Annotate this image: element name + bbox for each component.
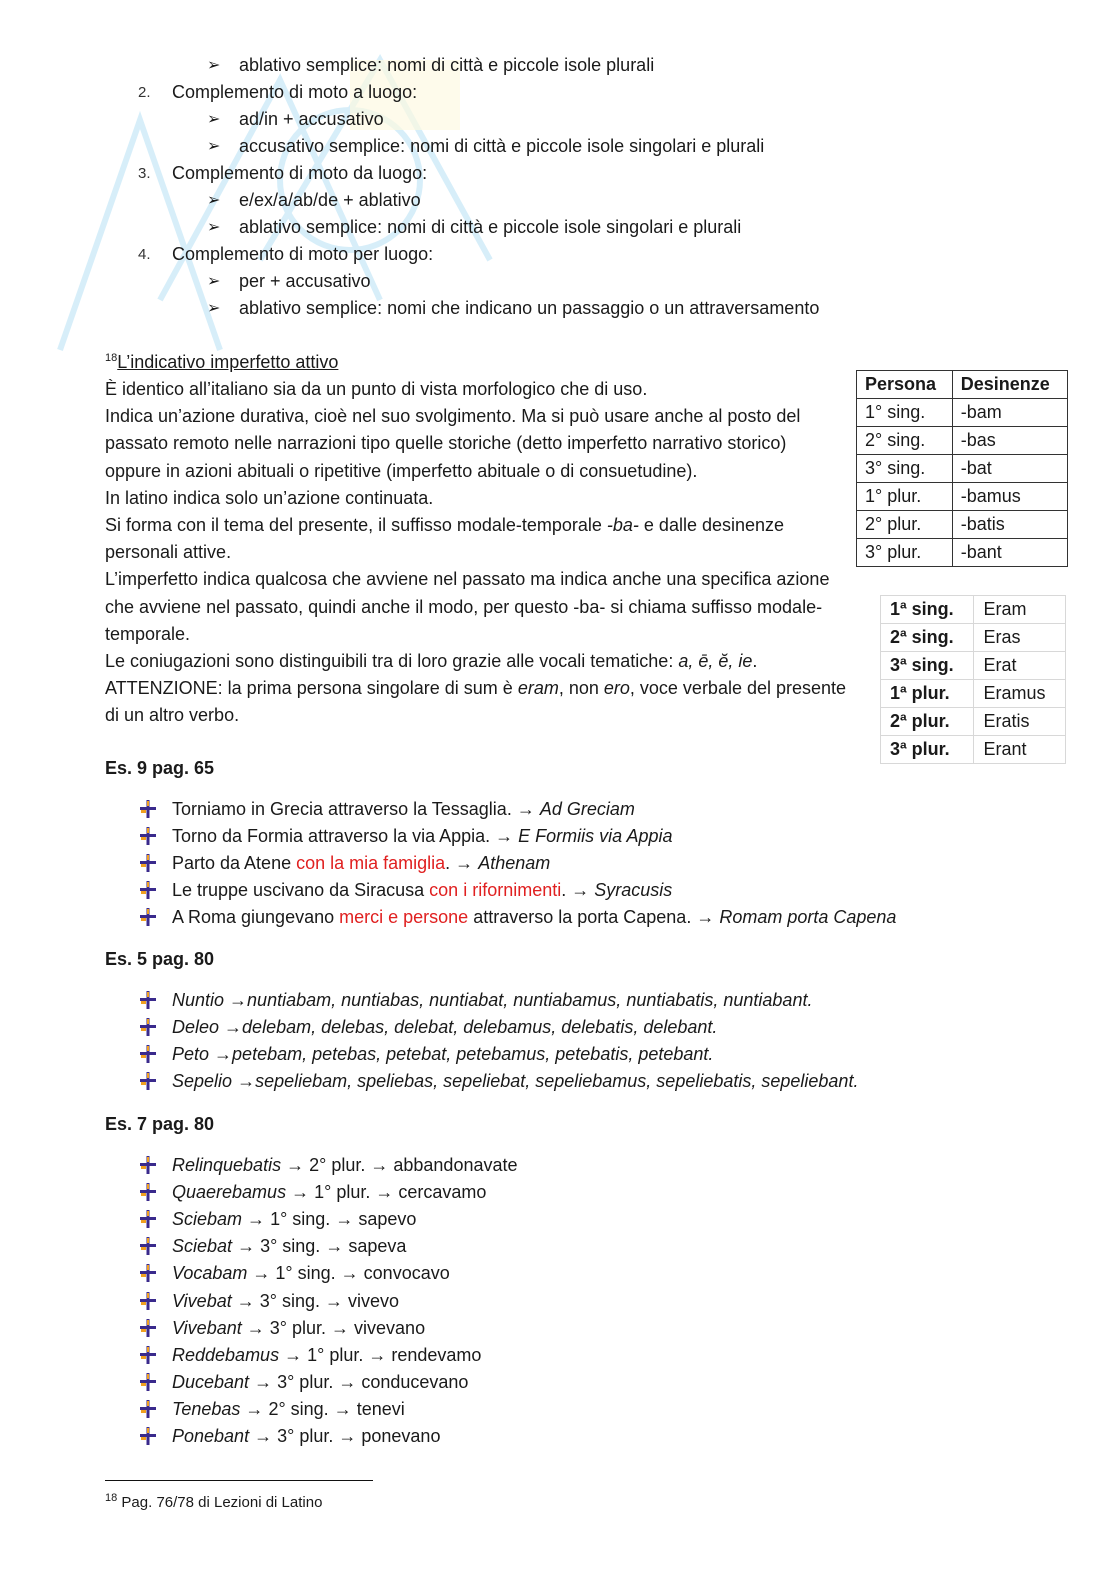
list-subitem: ablativo semplice: nomi di città e piccole isole plurali (239, 55, 655, 75)
list-item: A Roma giungevano merci e persone attraverso la porta Capena. → Romam porta Capena (172, 907, 897, 927)
bullet-cross-icon (140, 991, 156, 1009)
table-cell: Eramus (974, 680, 1066, 708)
bullet-cross-icon (140, 1045, 156, 1063)
bullet-cross-icon (140, 827, 156, 845)
bullet-cross-icon (140, 1427, 156, 1445)
list-item: Complemento di moto per luogo: (172, 244, 434, 264)
sum-table (880, 595, 1066, 764)
table-row (857, 427, 1068, 455)
bullet-cross-icon (140, 1237, 156, 1255)
bullet-cross-icon (140, 1346, 156, 1364)
list-item: Complemento di moto a luogo: (172, 82, 418, 102)
list-item: Vocabam → 1° sing. → convocavo (172, 1263, 450, 1284)
table-row (881, 624, 1066, 652)
table-cell: 3ª sing. (881, 652, 974, 680)
list-item: Parto da Atene con la mia famiglia. → Athenam (172, 853, 551, 873)
list-item: Ponebant → 3° plur. → ponevano (172, 1426, 441, 1446)
list-subitem: ablativo semplice: nomi di città e piccole isole singolari e plurali (239, 217, 742, 237)
list-item: Sciebam → 1° sing. → sapevo (172, 1209, 417, 1230)
list-number: 2. (138, 84, 151, 101)
table-row (857, 511, 1068, 539)
paragraph: In latino indica solo un’azione continuata. (105, 487, 434, 508)
table-cell: -bam (952, 399, 1067, 427)
arrowhead-bullet-icon: ➢ (207, 57, 221, 74)
bullet-cross-icon (140, 1264, 156, 1282)
list-item: Sciebat → 3° sing. → sapeva (172, 1236, 407, 1257)
list-subitem: per + accusativo (239, 271, 371, 291)
list-item: Vivebant → 3° plur. → vivevano (172, 1317, 426, 1338)
table-cell: 3° plur. (857, 539, 953, 567)
list-item: Torniamo in Grecia attraverso la Tessaglia. → Ad Greciam (172, 799, 635, 819)
list-item: Peto →petebam, petebas, petebat, petebamus, petebatis, petebant. (172, 1044, 714, 1064)
arrowhead-bullet-icon: ➢ (207, 138, 221, 155)
table-cell: Erat (974, 652, 1066, 680)
list-item: Tenebas → 2° sing. → tenevi (172, 1398, 405, 1419)
section-title: $^{18}$L’indicativo imperfetto attivo (105, 352, 339, 372)
table-cell: Eras (974, 624, 1066, 652)
list-item: Sepelio →sepeliebam, speliebas, sepeliebat, sepeliebamus, sepeliebatis, sepeliebant. (172, 1071, 859, 1091)
list-item: Le truppe uscivano da Siracusa con i rifornimenti. → Syracusis (172, 880, 673, 900)
table-row (881, 708, 1066, 736)
list-subitem: e/ex/a/ab/de + ablativo (239, 190, 421, 210)
list-item: Ducebant → 3° plur. → conducevano (172, 1371, 469, 1392)
table-cell: Erant (974, 736, 1066, 764)
table-cell: 2ª plur. (881, 708, 974, 736)
table-cell: 1° plur. (857, 483, 953, 511)
footnote: $^{18}$ Pag. 76/78 di Lezioni di Latino (105, 1492, 323, 1511)
list-item: Reddebamus → 1° plur. → rendevamo (172, 1344, 482, 1365)
exercise-heading: Es. 5 pag. 80 (105, 949, 215, 969)
bullet-cross-icon (140, 1210, 156, 1228)
bullet-cross-icon (140, 1183, 156, 1201)
arrowhead-bullet-icon: ➢ (207, 111, 221, 128)
list-item: Quaerebamus → 1° plur. → cercavamo (172, 1182, 487, 1203)
bullet-cross-icon (140, 908, 156, 926)
arrowhead-bullet-icon: ➢ (207, 300, 221, 317)
arrowhead-bullet-icon: ➢ (207, 219, 221, 236)
arrowhead-bullet-icon: ➢ (207, 192, 221, 209)
paragraph: Indica un’azione durativa, cioè nel suo svolgimento. Ma si può usare anche al posto del passato remoto nelle narrazioni tipo quelle storiche (detto imperfetto narrativo storico) oppure in azioni abituali o ripetitive (imperfetto abituale o di consuetudine). (105, 406, 801, 481)
list-subitem: accusativo semplice: nomi di città e piccole isole singolari e plurali (239, 136, 765, 156)
paragraph: L’imperfetto indica qualcosa che avviene nel passato ma indica anche una specifica azione che avviene nel passato, quindi anche il modo, per questo -ba- si chiama suffisso modale-temporale. (105, 569, 830, 644)
table-row (857, 483, 1068, 511)
list-subitem: ad/in + accusativo (239, 109, 384, 129)
table-cell: Eratis (974, 708, 1066, 736)
table-cell: -bat (952, 455, 1067, 483)
table-cell: 1° sing. (857, 399, 953, 427)
list-number: 4. (138, 246, 151, 263)
list-item: Nuntio →nuntiabam, nuntiabas, nuntiabat, nuntiabamus, nuntiabatis, nuntiabant. (172, 990, 813, 1010)
table-row (857, 539, 1068, 567)
paragraph: È identico all’italiano sia da un punto di vista morfologico che di uso. (105, 379, 648, 399)
table-header-row (857, 371, 1068, 399)
table-cell: Eram (974, 596, 1066, 624)
table-cell: 3ª plur. (881, 736, 974, 764)
list-item: Relinquebatis → 2° plur. → abbandonavate (172, 1155, 518, 1175)
bullet-cross-icon (140, 1373, 156, 1391)
table-cell: 1ª sing. (881, 596, 974, 624)
bullet-cross-icon (140, 1072, 156, 1090)
exercise-heading: Es. 9 pag. 65 (105, 758, 215, 778)
exercise-heading: Es. 7 pag. 80 (105, 1114, 215, 1134)
table-row (881, 680, 1066, 708)
bullet-cross-icon (140, 1018, 156, 1036)
footnote-ref: 18 (105, 352, 118, 364)
arrowhead-bullet-icon: ➢ (207, 273, 221, 290)
paragraph: Le coniugazioni sono distinguibili tra di loro grazie alle vocali tematiche: a, ē, ĕ, ie. (105, 651, 758, 672)
table-header: Desinenze (952, 371, 1067, 399)
table-row (857, 399, 1068, 427)
list-item: Deleo →delebam, delebas, delebat, delebamus, delebatis, delebant. (172, 1017, 718, 1037)
list-item: Complemento di moto da luogo: (172, 163, 428, 183)
table-cell: 2° plur. (857, 511, 953, 539)
list-item: Vivebat → 3° sing. → vivevo (172, 1290, 400, 1311)
imperfetto-body (105, 376, 847, 730)
table-row (881, 652, 1066, 680)
bullet-cross-icon (140, 1319, 156, 1337)
bullet-cross-icon (140, 1156, 156, 1174)
desinenze-table (856, 370, 1068, 567)
table-cell: 2ª sing. (881, 624, 974, 652)
bullet-cross-icon (140, 1292, 156, 1310)
list-item: Torno da Formia attraverso la via Appia. → E Formiis via Appia (172, 826, 673, 846)
table-row (881, 596, 1066, 624)
table-cell: 1ª plur. (881, 680, 974, 708)
table-cell: 3° sing. (857, 455, 953, 483)
table-cell: -batis (952, 511, 1067, 539)
bullet-cross-icon (140, 854, 156, 872)
table-cell: -bant (952, 539, 1067, 567)
paragraph: Si forma con il tema del presente, il suffisso modale-temporale -ba- e dalle desinenze personali attive. (105, 515, 785, 563)
footnote-divider (105, 1480, 373, 1481)
table-cell: -bamus (952, 483, 1067, 511)
table-row (881, 736, 1066, 764)
table-cell: -bas (952, 427, 1067, 455)
bullet-cross-icon (140, 1400, 156, 1418)
list-number: 3. (138, 165, 151, 182)
bullet-cross-icon (140, 800, 156, 818)
table-row (857, 455, 1068, 483)
list-subitem: ablativo semplice: nomi che indicano un passaggio o un attraversamento (239, 298, 820, 318)
paragraph: ATTENZIONE: la prima persona singolare di sum è eram, non ero, voce verbale del presente di un altro verbo. (105, 678, 847, 726)
bullet-cross-icon (140, 881, 156, 899)
table-header: Persona (857, 371, 953, 399)
table-cell: 2° sing. (857, 427, 953, 455)
